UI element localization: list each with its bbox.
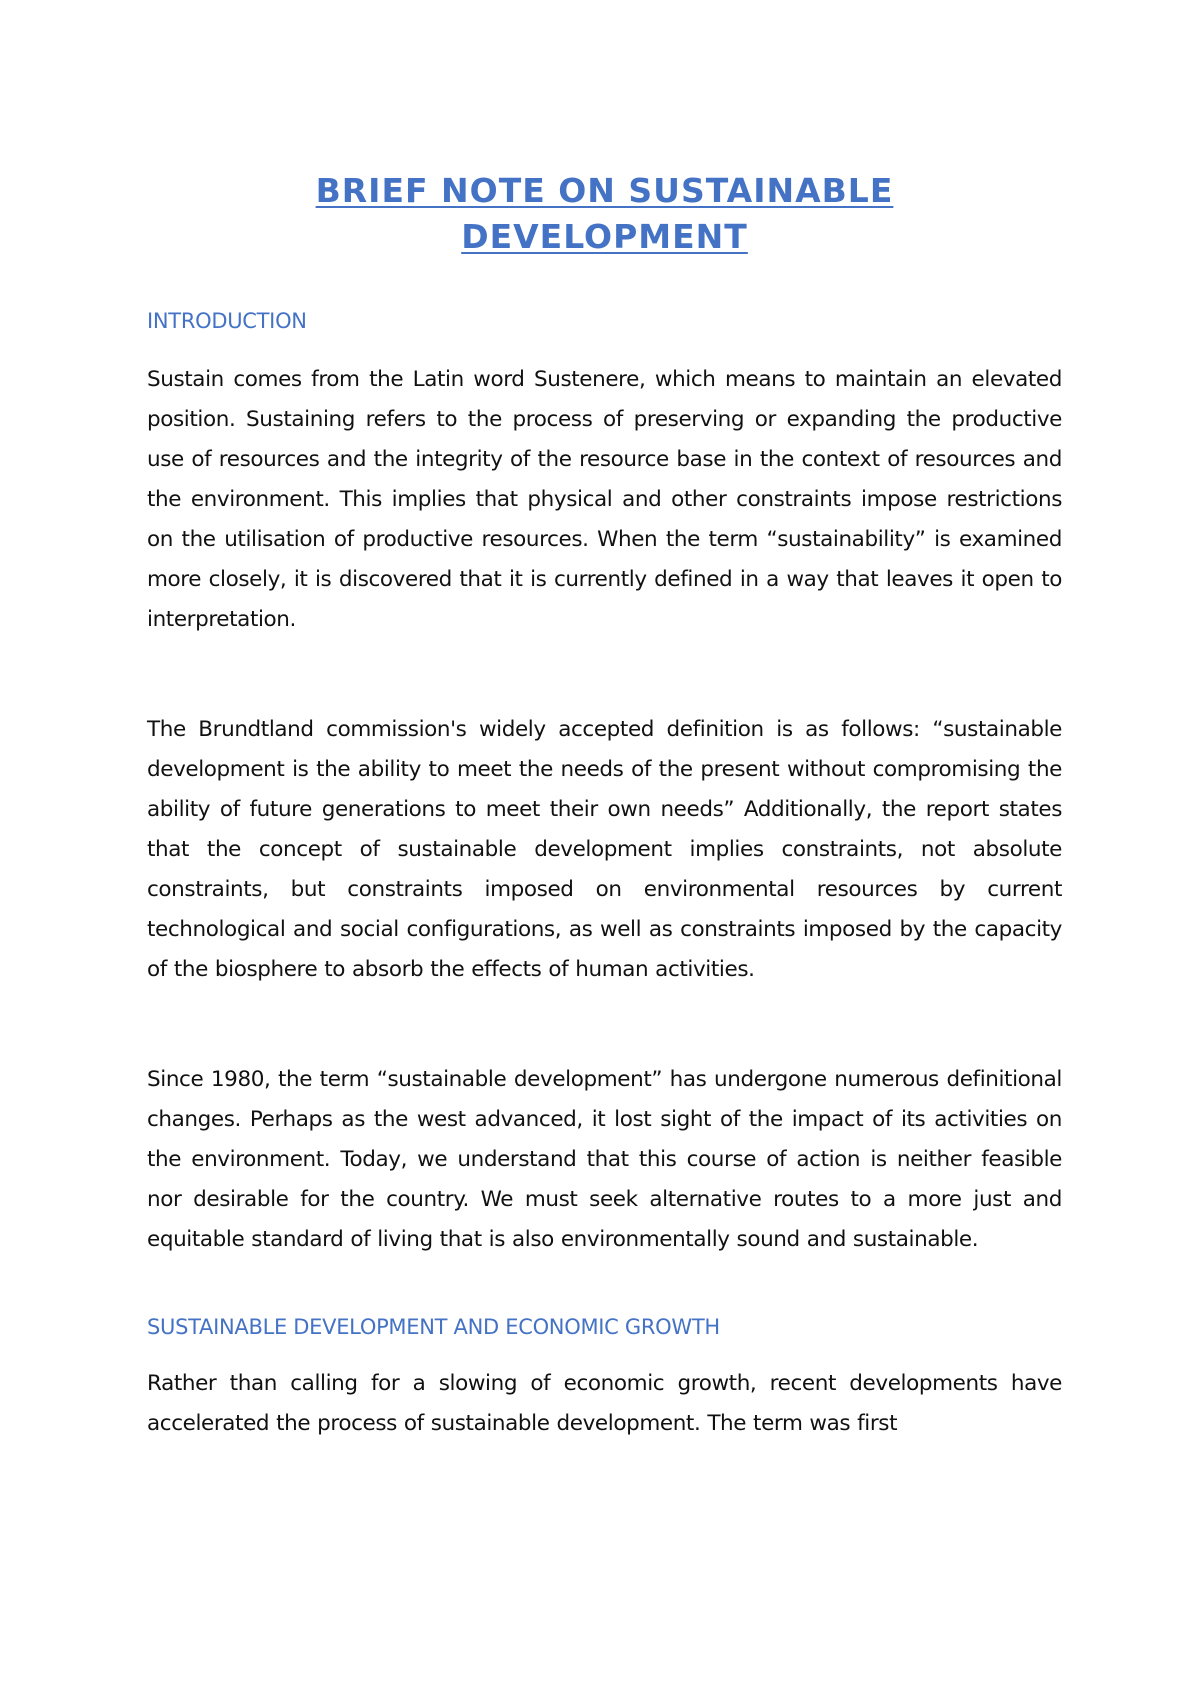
document-body <box>147 168 1062 1444</box>
paragraph: Since 1980, the term “sustainable development” has undergone numerous definitional changes. Perhaps as the west advanced, it lost sight of the impact of its activities on the environment. Today, we understand that this course of action is neither feasible nor desirable for the country. We must seek alternative routes to a more just and equitable standard of living that is also environmentally sound and sustainable. <box>147 1067 1062 1252</box>
title-line-1: BRIEF NOTE ON SUSTAINABLE <box>315 171 894 210</box>
title-line-2: DEVELOPMENT <box>461 217 748 256</box>
document-title <box>147 168 1062 260</box>
paragraph: Rather than calling for a slowing of economic growth, recent developments have accelerated the process of sustainable development. The term was first <box>147 1371 1062 1436</box>
paragraph: The Brundtland commission's widely accepted definition is as follows: “sustainable development is the ability to meet the needs of the present without compromising the ability of future generations to meet their own needs” Additionally, the report states that the concept of sustainable development implies constraints, not absolute constraints, but constraints imposed on environmental resources by current technological and social configurations, as well as constraints imposed by the capacity of the biosphere to absorb the effects of human activities. <box>147 717 1062 982</box>
paragraph: Sustain comes from the Latin word Sustenere, which means to maintain an elevated position. Sustaining refers to the process of preserving or expanding the productive use of resources and the integrity of the resource base in the context of resources and the environment. This implies that physical and other constraints impose restrictions on the utilisation of productive resources. When the term “sustainability” is examined more closely, it is discovered that it is currently defined in a way that leaves it open to interpretation. <box>147 367 1062 632</box>
section-heading-economic-growth: SUSTAINABLE DEVELOPMENT AND ECONOMIC GROWTH <box>147 1315 720 1339</box>
section-heading-introduction: INTRODUCTION <box>147 309 307 333</box>
